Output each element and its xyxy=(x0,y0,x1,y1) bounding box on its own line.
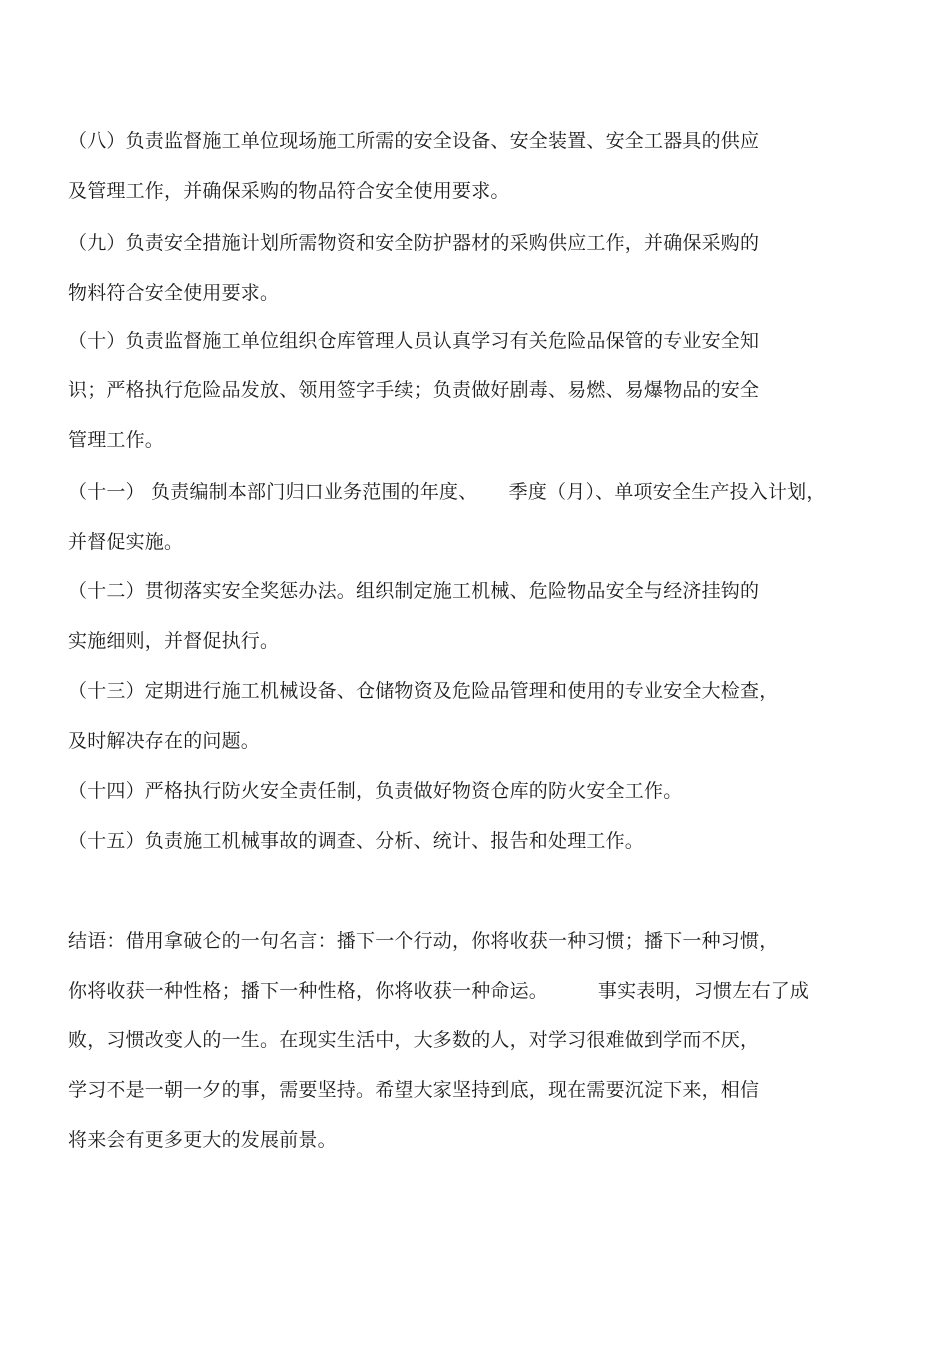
conclusion-line-5: 将来会有更多更大的发展前景。 xyxy=(68,1129,337,1151)
paragraph-10-line-1: （十）负责监督施工单位组织仓库管理人员认真学习有关危险品保管的专业安全知 xyxy=(68,330,760,352)
conclusion-line-1: 结语：借用拿破仑的一句名言：播下一个行动，你将收获一种习惯；播下一种习惯， xyxy=(68,930,779,952)
paragraph-11-line-2: 并督促实施。 xyxy=(68,531,184,553)
paragraph-8-line-1: （八）负责监督施工单位现场施工所需的安全设备、安全装置、安全工器具的供应 xyxy=(68,130,760,152)
paragraph-9-line-2: 物料符合安全使用要求。 xyxy=(68,282,280,304)
paragraph-11-line-1: （十一） 负责编制本部门归口业务范围的年度、 季度（月）、单项安全生产投入计划， xyxy=(68,481,826,503)
paragraph-15-line-1: （十五）负责施工机械事故的调查、分析、统计、报告和处理工作。 xyxy=(68,830,645,852)
paragraph-8-line-2: 及管理工作，并确保采购的物品符合安全使用要求。 xyxy=(68,180,510,202)
paragraph-13-line-2: 及时解决存在的问题。 xyxy=(68,730,261,752)
paragraph-10-line-3: 管理工作。 xyxy=(68,429,165,451)
paragraph-14-line-1: （十四）严格执行防火安全责任制，负责做好物资仓库的防火安全工作。 xyxy=(68,780,683,802)
conclusion-line-4: 学习不是一朝一夕的事，需要坚持。希望大家坚持到底，现在需要沉淀下来，相信 xyxy=(68,1079,760,1101)
conclusion-line-2: 你将收获一种性格；播下一种性格，你将收获一种命运。 事实表明，习惯左右了成 xyxy=(68,980,810,1002)
paragraph-12-line-1: （十二）贯彻落实安全奖惩办法。组织制定施工机械、危险物品安全与经济挂钩的 xyxy=(68,580,760,602)
conclusion-line-3: 败，习惯改变人的一生。在现实生活中，大多数的人，对学习很难做到学而不厌， xyxy=(68,1029,760,1051)
paragraph-9-line-1: （九）负责安全措施计划所需物资和安全防护器材的采购供应工作，并确保采购的 xyxy=(68,232,760,254)
paragraph-10-line-2: 识；严格执行危险品发放、领用签字手续；负责做好剧毒、易燃、易爆物品的安全 xyxy=(68,379,760,401)
paragraph-12-line-2: 实施细则，并督促执行。 xyxy=(68,630,280,652)
paragraph-13-line-1: （十三）定期进行施工机械设备、仓储物资及危险品管理和使用的专业安全大检查， xyxy=(68,680,779,702)
